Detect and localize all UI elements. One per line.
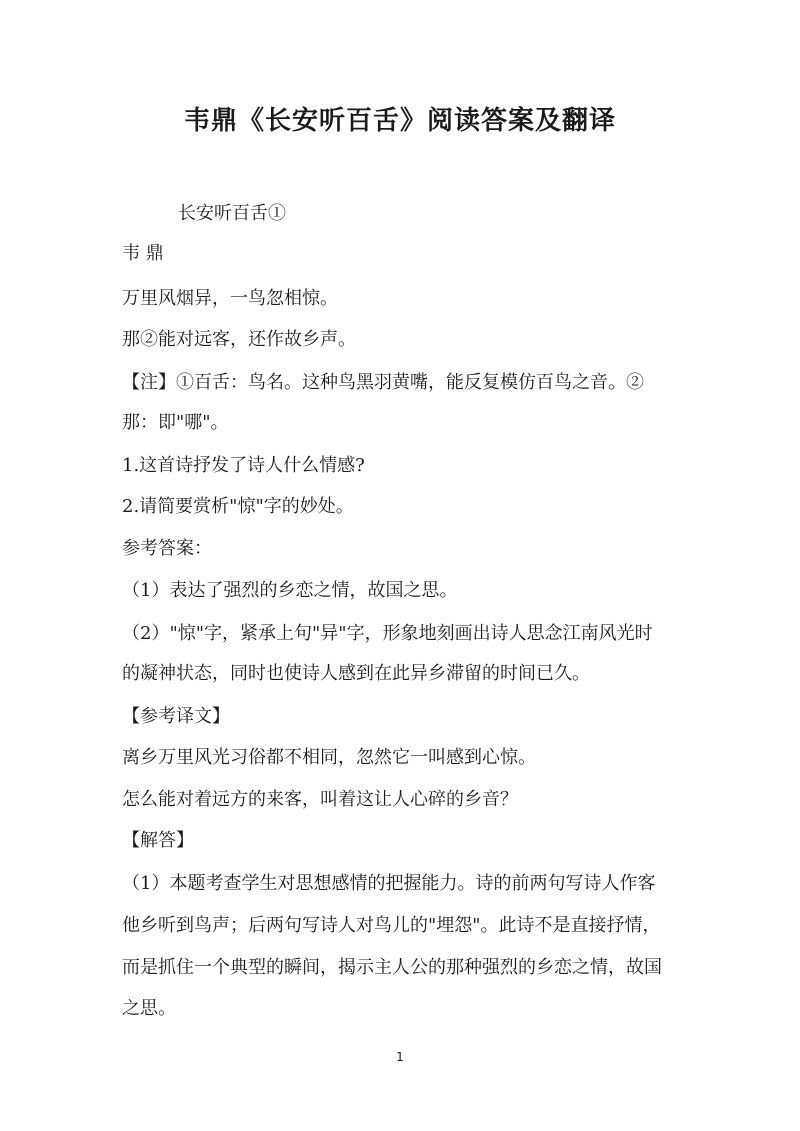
analysis-line-2: 他乡听到鸟声；后两句写诗人对鸟儿的"埋怨"。此诗不是直接抒情， (122, 915, 661, 936)
poem-line-1: 万里风烟异，一鸟忽相惊。 (122, 288, 338, 309)
poem-author: 韦 鼎 (122, 243, 164, 264)
answer-1: （1）表达了强烈的乡恋之情，故国之思。 (122, 580, 458, 601)
document-title: 韦鼎《长安听百舌》阅读答案及翻译 (183, 106, 616, 136)
answer-heading: 参考答案： (122, 538, 212, 559)
poem-heading: 长安听百舌① (178, 203, 286, 224)
answer-2-line-1: （2）"惊"字，紧承上句"异"字，形象地刻画出诗人思念江南风光时 (122, 623, 653, 644)
page-number: 1 (396, 1050, 404, 1064)
analysis-line-1: （1）本题考查学生对思想感情的把握能力。诗的前两句写诗人作客 (122, 873, 656, 894)
translation-line-1: 离乡万里风光习俗都不相同，忽然它一叫感到心惊。 (122, 747, 536, 768)
answer-2-line-2: 的凝神状态，同时也使诗人感到在此异乡滞留的时间已久。 (122, 663, 590, 684)
question-1: 1.这首诗抒发了诗人什么情感? (122, 455, 365, 476)
analysis-line-3: 而是抓住一个典型的瞬间，揭示主人公的那种强烈的乡恋之情，故国 (122, 957, 662, 978)
poem-line-2: 那②能对远客，还作故乡声。 (122, 329, 356, 350)
notes-line-2: 那：即"哪"。 (122, 412, 229, 433)
translation-line-2: 怎么能对着远方的来客，叫着这让人心碎的乡音？ (122, 789, 518, 810)
translation-heading: 【参考译文】 (122, 706, 230, 727)
question-2: 2.请简要赏析"惊"字的妙处。 (122, 496, 354, 517)
analysis-heading: 【解答】 (122, 830, 194, 851)
notes-line-1: 【注】①百舌：鸟名。这种鸟黑羽黄嘴，能反复模仿百鸟之音。② (122, 372, 644, 393)
analysis-line-4: 之思。 (122, 998, 176, 1019)
